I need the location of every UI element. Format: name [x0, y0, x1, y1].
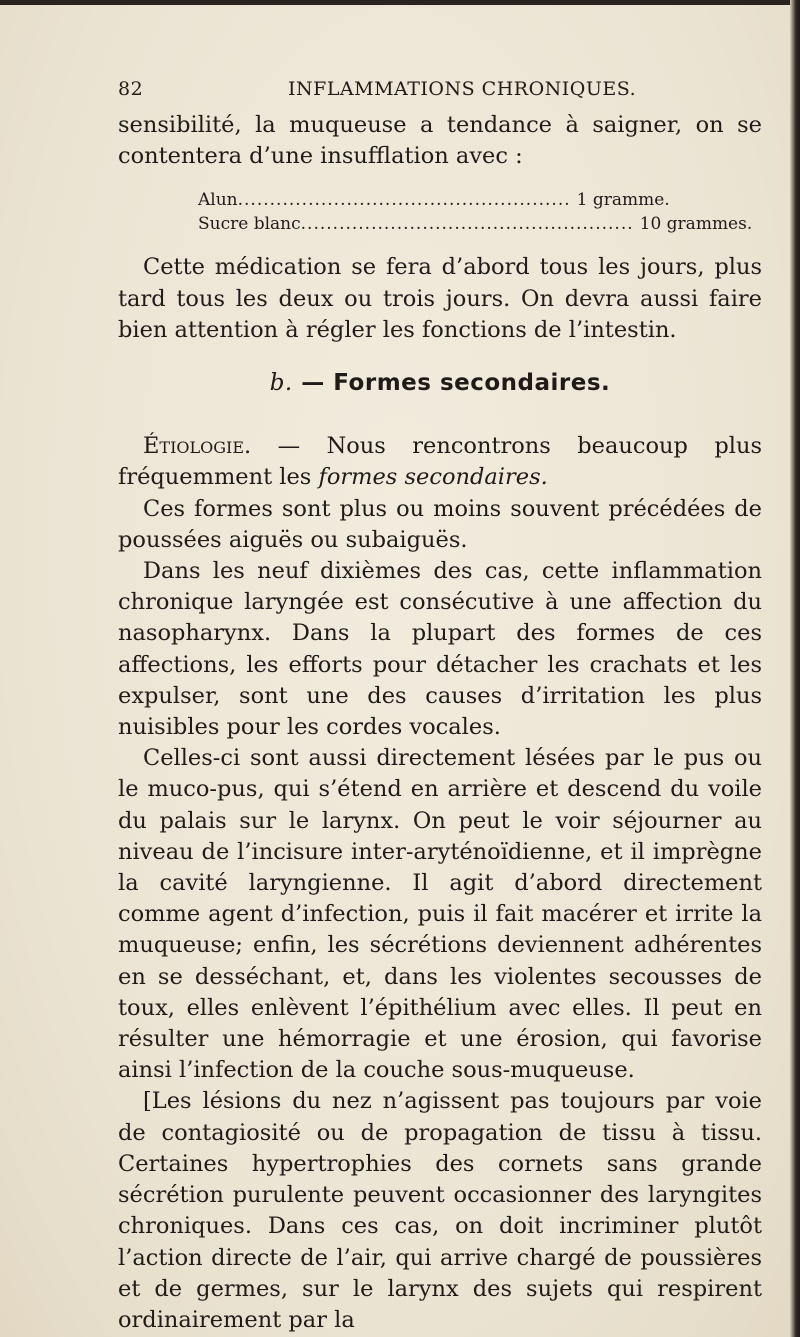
paragraph-1: sensibilité, la muqueuse a tendance à saigner, on se contentera d’une insufflation avec :: [118, 112, 762, 170]
paragraph-5: Dans les neuf dixièmes des cas, cette inflammation chronique laryngée est consécutive à une affection du nasopharynx. Dans la plupart des formes de ces affections, les efforts pour détacher les crachats et les expulser, sont une des causes d’irritation les plus nuisibles pour les cordes vocales.: [118, 558, 762, 741]
recipe-leader-dots: ....................................................: [237, 190, 571, 211]
section-heading: [118, 368, 762, 399]
top-edge: [0, 0, 800, 5]
page-number: 82: [118, 78, 144, 100]
etiologie-text: — Nous rencontrons beaucoup plus fréquemment les: [118, 433, 762, 491]
recipe-row: [198, 188, 678, 212]
paragraph-6: Celles-ci sont aussi directement lésées par le pus ou le muco-pus, qui s’étend en arrière et descend du voile du palais sur le larynx. On peut le voir séjourner au niveau de l’incisure inter-aryténoïdienne, et il imprègne la cavité laryngienne. Il agit d’abord directement comme agent d’infection, puis il fait macérer et irrite la muqueuse; enfin, les sécrétions deviennent adhérentes en se desséchant, et, dans les violentes secousses de toux, elles enlèvent l’épithélium avec elles. Il peut en résulter une hémorragie et une érosion, qui favorise ainsi l’infection de la couche sous-muqueuse.: [118, 745, 762, 1084]
recipe-ingredient: Sucre blanc: [198, 214, 301, 235]
etiologie-label: Étiologie.: [143, 433, 252, 460]
section-title: — Formes secondaires.: [292, 370, 611, 397]
recipe-row: [198, 212, 753, 236]
body-text: [118, 110, 762, 1336]
running-title: INFLAMMATIONS CHRONIQUES.: [288, 78, 637, 100]
paragraph-4: Ces formes sont plus ou moins souvent précédées de poussées aiguës ou subaiguës.: [118, 495, 762, 553]
paragraph-etiologie: [118, 431, 762, 493]
paragraph-2: Cette médication se fera d’abord tous les jours, plus tard tous les deux ou trois jours. On devra aussi faire bien attention à régler les fonctions de l’intestin.: [118, 254, 762, 343]
recipe-leader-dots: ....................................................: [300, 214, 634, 235]
page-header: [118, 78, 758, 108]
paragraph-7: [Les lésions du nez n’agissent pas toujours par voie de contagiosité ou de propagation de tissu à tissu. Certaines hypertrophies des cornets sans grande sécrétion purulente peuvent occasionner des laryngites chroniques. Dans ces cas, on doit incriminer plutôt l’action directe de l’air, qui arrive chargé de poussières et de germes, sur le larynx des sujets qui respirent ordinairement par la: [118, 1088, 762, 1333]
etiologie-emphasis: formes secondaires.: [318, 464, 548, 491]
recipe-quantity: 1 gramme.: [576, 190, 670, 211]
section-letter: b.: [269, 370, 293, 397]
recipe-table: [198, 188, 753, 236]
recipe-quantity: 10 grammes.: [639, 214, 753, 235]
recipe-ingredient: Alun: [198, 190, 238, 211]
right-edge: [790, 0, 800, 1337]
